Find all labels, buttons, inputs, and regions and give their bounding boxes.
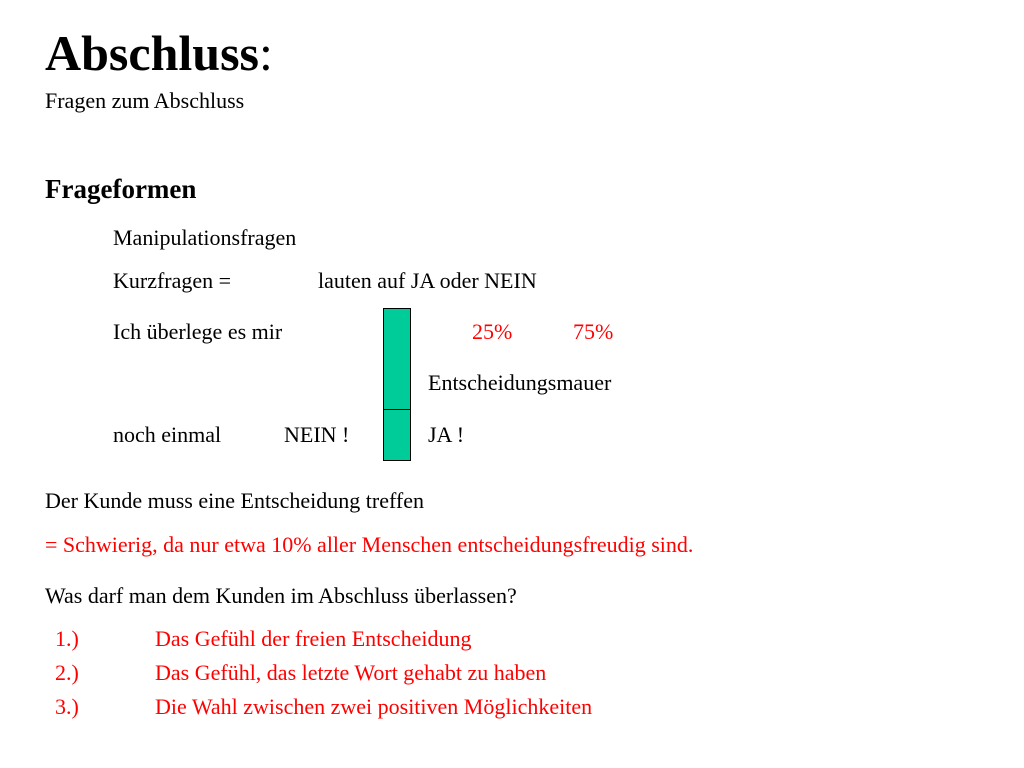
page-title (45, 22, 273, 84)
list-item-text: Das Gefühl der freien Entscheidung (155, 626, 472, 651)
page-subtitle: Fragen zum Abschluss (45, 88, 245, 113)
title-text: Abschluss (45, 25, 259, 81)
noch-einmal-label: noch einmal (113, 422, 222, 447)
list-item-text: Die Wahl zwischen zwei positiven Möglichkeiten (155, 694, 593, 719)
percent-25: 25% (472, 319, 513, 344)
decision-wall-bottom (383, 409, 411, 461)
kurzfragen-text: lauten auf JA oder NEIN (318, 268, 537, 293)
frage-text: Was darf man dem Kunden im Abschluss überlassen? (45, 583, 517, 608)
mauer-label: Entscheidungsmauer (428, 370, 612, 395)
ja-label: JA ! (428, 422, 465, 447)
list-item-number: 3.) (55, 694, 79, 719)
ueberlege-label: Ich überlege es mir (113, 319, 283, 344)
title-colon: : (259, 25, 273, 81)
entscheidung-text: Der Kunde muss eine Entscheidung treffen (45, 488, 424, 513)
nein-label: NEIN ! (284, 422, 350, 447)
kurzfragen-label: Kurzfragen = (113, 268, 232, 293)
list-item-number: 2.) (55, 660, 79, 685)
manipulation-label: Manipulationsfragen (113, 225, 297, 250)
schwierig-text: = Schwierig, da nur etwa 10% aller Menschen entscheidungsfreudig sind. (45, 532, 694, 557)
percent-75: 75% (573, 319, 614, 344)
list-item-text: Das Gefühl, das letzte Wort gehabt zu haben (155, 660, 547, 685)
list-item-number: 1.) (55, 626, 79, 651)
section-heading: Frageformen (45, 174, 197, 204)
decision-wall-top (383, 308, 411, 410)
